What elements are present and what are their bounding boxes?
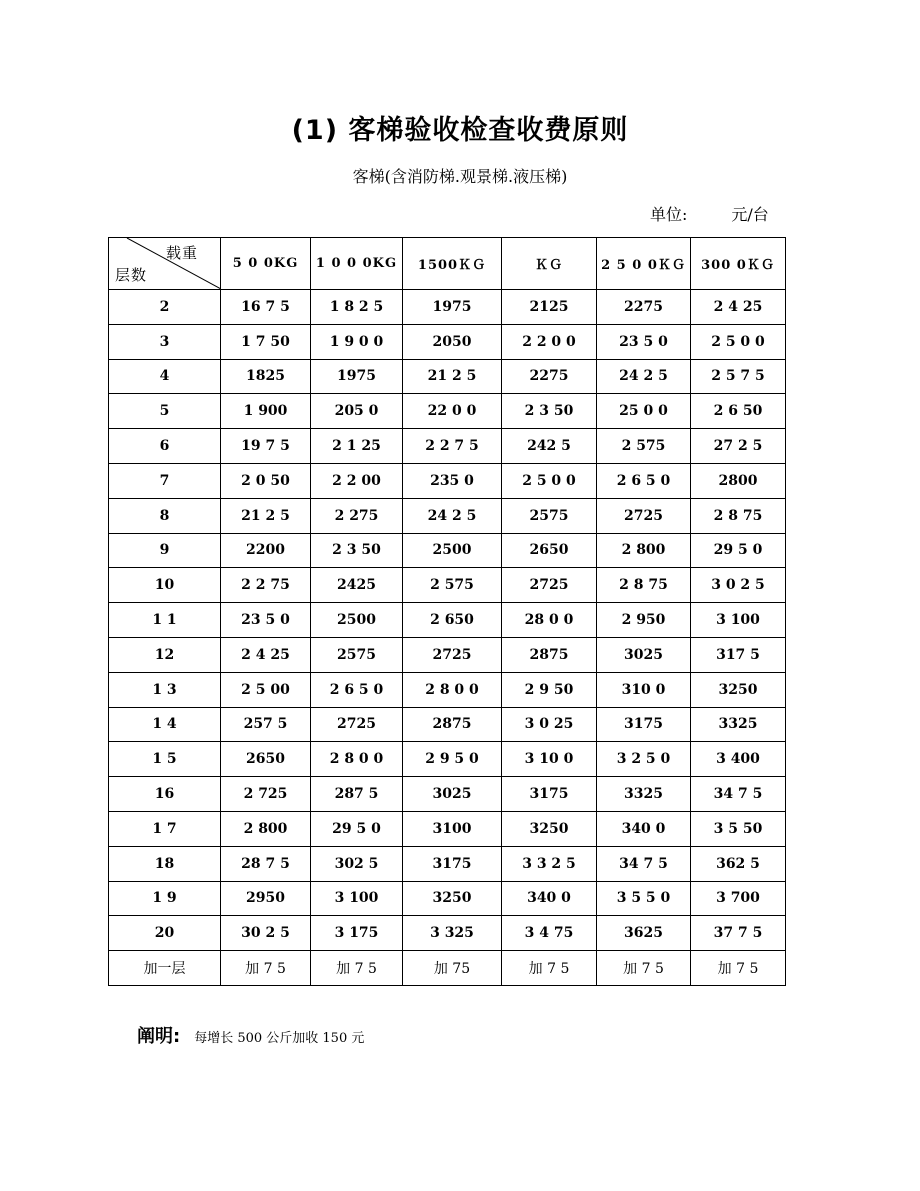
column-header: 1 0 0 0KG (311, 238, 403, 290)
floor-cell: 3 (109, 324, 221, 359)
price-cell: 加 7 5 (691, 951, 786, 986)
price-cell: 2 8 75 (597, 568, 691, 603)
column-header: 300 0ＫＧ (691, 238, 786, 290)
price-cell: 3175 (597, 707, 691, 742)
price-cell: 2 8 0 0 (403, 672, 502, 707)
price-cell: 2 0 50 (221, 463, 311, 498)
floor-cell: 7 (109, 463, 221, 498)
floor-cell: 5 (109, 394, 221, 429)
price-cell: 23 5 0 (597, 324, 691, 359)
price-cell: 242 5 (502, 429, 597, 464)
table-row (109, 394, 786, 429)
floor-cell: 1 1 (109, 603, 221, 638)
price-cell: 2425 (311, 568, 403, 603)
floor-cell: 加一层 (109, 951, 221, 986)
price-cell: 3175 (403, 846, 502, 881)
price-cell: 加 7 5 (311, 951, 403, 986)
price-cell: 16 7 5 (221, 290, 311, 325)
price-cell: 3 700 (691, 881, 786, 916)
price-cell: 1825 (221, 359, 311, 394)
price-cell: 3 175 (311, 916, 403, 951)
price-cell: 2 575 (597, 429, 691, 464)
price-cell: 2 4 25 (691, 290, 786, 325)
price-cell: 3100 (403, 811, 502, 846)
price-cell: 3025 (403, 777, 502, 812)
price-cell: 2 9 50 (502, 672, 597, 707)
price-cell: 2275 (502, 359, 597, 394)
price-cell: 2500 (403, 533, 502, 568)
table-row (109, 637, 786, 672)
price-cell: 加 7 5 (502, 951, 597, 986)
price-cell: 3 4 75 (502, 916, 597, 951)
table-row (109, 777, 786, 812)
price-cell: 2 1 25 (311, 429, 403, 464)
price-table (108, 237, 786, 986)
price-cell: 2725 (311, 707, 403, 742)
price-cell: 2 5 0 0 (691, 324, 786, 359)
price-cell: 1975 (311, 359, 403, 394)
table-row (109, 324, 786, 359)
price-cell: 205 0 (311, 394, 403, 429)
table-corner-cell (109, 238, 221, 290)
price-cell: 30 2 5 (221, 916, 311, 951)
price-cell: 2 6 50 (691, 394, 786, 429)
price-cell: 2 5 0 0 (502, 463, 597, 498)
price-cell: 24 2 5 (597, 359, 691, 394)
page-subtitle: 客梯(含消防梯.观景梯.液压梯) (352, 167, 568, 186)
price-cell: 27 2 5 (691, 429, 786, 464)
price-cell: 2 4 25 (221, 637, 311, 672)
price-cell: 22 0 0 (403, 394, 502, 429)
price-cell: 2 6 5 0 (311, 672, 403, 707)
column-header: 1500ＫＧ (403, 238, 502, 290)
corner-load-label: 载重 (165, 244, 198, 262)
price-cell: 340 0 (597, 811, 691, 846)
price-cell: 3025 (597, 637, 691, 672)
floor-cell: 12 (109, 637, 221, 672)
price-cell: 28 0 0 (502, 603, 597, 638)
price-cell: 34 7 5 (691, 777, 786, 812)
price-cell: 3 5 5 0 (597, 881, 691, 916)
price-cell: 2 3 50 (502, 394, 597, 429)
price-cell: 2 800 (221, 811, 311, 846)
table-row (109, 463, 786, 498)
price-cell: 3250 (403, 881, 502, 916)
price-cell: 29 5 0 (311, 811, 403, 846)
price-cell: 2875 (403, 707, 502, 742)
price-cell: 2575 (502, 498, 597, 533)
column-header: ＫＧ (502, 238, 597, 290)
price-cell: 1 8 2 5 (311, 290, 403, 325)
price-cell: 加 7 5 (597, 951, 691, 986)
price-cell: 2 2 7 5 (403, 429, 502, 464)
price-cell: 310 0 (597, 672, 691, 707)
price-cell: 29 5 0 (691, 533, 786, 568)
price-cell: 2650 (221, 742, 311, 777)
price-cell: 3250 (502, 811, 597, 846)
price-cell: 3 400 (691, 742, 786, 777)
price-cell: 2 275 (311, 498, 403, 533)
price-cell: 加 7 5 (221, 951, 311, 986)
price-cell: 2950 (221, 881, 311, 916)
price-cell: 2275 (597, 290, 691, 325)
corner-floor-label: 层数 (115, 266, 148, 284)
price-cell: 2050 (403, 324, 502, 359)
table-row-extra-floor (109, 951, 786, 986)
note-label: 阐明: (137, 1026, 181, 1047)
price-cell: 3325 (597, 777, 691, 812)
price-cell: 2650 (502, 533, 597, 568)
price-cell: 3 3 2 5 (502, 846, 597, 881)
price-cell: 2 5 7 5 (691, 359, 786, 394)
price-cell: 3 10 0 (502, 742, 597, 777)
floor-cell: 1 9 (109, 881, 221, 916)
price-cell: 3 100 (691, 603, 786, 638)
price-cell: 2575 (311, 637, 403, 672)
price-cell: 34 7 5 (597, 846, 691, 881)
price-cell: 3625 (597, 916, 691, 951)
unit-value: 元/台 (731, 205, 769, 224)
price-cell: 2 6 5 0 (597, 463, 691, 498)
note-text: 每增长 500 公斤加收 150 元 (194, 1031, 365, 1046)
floor-cell: 1 5 (109, 742, 221, 777)
price-cell: 2500 (311, 603, 403, 638)
price-cell: 2 3 50 (311, 533, 403, 568)
price-cell: 37 7 5 (691, 916, 786, 951)
unit-line (650, 202, 769, 225)
column-header: 5 0 0KG (221, 238, 311, 290)
price-cell: 1 7 50 (221, 324, 311, 359)
price-cell: 2 8 0 0 (311, 742, 403, 777)
price-cell: 2 2 00 (311, 463, 403, 498)
table-row (109, 498, 786, 533)
price-cell: 2875 (502, 637, 597, 672)
price-cell: 2 9 5 0 (403, 742, 502, 777)
table-row (109, 707, 786, 742)
price-cell: 24 2 5 (403, 498, 502, 533)
floor-cell: 16 (109, 777, 221, 812)
table-row (109, 533, 786, 568)
price-cell: 317 5 (691, 637, 786, 672)
table-row (109, 603, 786, 638)
price-cell: 2 8 75 (691, 498, 786, 533)
floor-cell: 6 (109, 429, 221, 464)
price-cell: 1975 (403, 290, 502, 325)
floor-cell: 4 (109, 359, 221, 394)
unit-label: 单位: (650, 205, 688, 224)
floor-cell: 10 (109, 568, 221, 603)
price-cell: 287 5 (311, 777, 403, 812)
price-cell: 23 5 0 (221, 603, 311, 638)
price-cell: 3 5 50 (691, 811, 786, 846)
floor-cell: 2 (109, 290, 221, 325)
price-cell: 2125 (502, 290, 597, 325)
price-cell: 2800 (691, 463, 786, 498)
price-cell: 2 2 75 (221, 568, 311, 603)
price-cell: 1 900 (221, 394, 311, 429)
price-cell: 3250 (691, 672, 786, 707)
price-cell: 302 5 (311, 846, 403, 881)
price-cell: 3 325 (403, 916, 502, 951)
price-cell: 2 575 (403, 568, 502, 603)
table-row (109, 359, 786, 394)
floor-cell: 1 3 (109, 672, 221, 707)
price-cell: 2200 (221, 533, 311, 568)
floor-cell: 9 (109, 533, 221, 568)
price-cell: 3 0 25 (502, 707, 597, 742)
price-cell: 2 725 (221, 777, 311, 812)
page-title: (1) 客梯验收检查收费原则 (291, 115, 629, 146)
price-cell: 2 800 (597, 533, 691, 568)
floor-cell: 8 (109, 498, 221, 533)
price-cell: 3 0 2 5 (691, 568, 786, 603)
price-cell: 3175 (502, 777, 597, 812)
table-row (109, 881, 786, 916)
price-cell: 257 5 (221, 707, 311, 742)
price-cell: 235 0 (403, 463, 502, 498)
price-cell: 362 5 (691, 846, 786, 881)
price-cell: 加 75 (403, 951, 502, 986)
price-cell: 2 2 0 0 (502, 324, 597, 359)
price-cell: 2725 (403, 637, 502, 672)
price-cell: 3325 (691, 707, 786, 742)
table-row (109, 916, 786, 951)
table-row (109, 290, 786, 325)
note (137, 1022, 364, 1048)
table-row (109, 672, 786, 707)
price-cell: 3 100 (311, 881, 403, 916)
floor-cell: 1 7 (109, 811, 221, 846)
table-row (109, 568, 786, 603)
price-cell: 19 7 5 (221, 429, 311, 464)
floor-cell: 1 4 (109, 707, 221, 742)
price-cell: 2725 (597, 498, 691, 533)
price-cell: 2 950 (597, 603, 691, 638)
price-cell: 25 0 0 (597, 394, 691, 429)
price-cell: 21 2 5 (221, 498, 311, 533)
floor-cell: 18 (109, 846, 221, 881)
price-cell: 3 2 5 0 (597, 742, 691, 777)
price-cell: 2725 (502, 568, 597, 603)
price-cell: 21 2 5 (403, 359, 502, 394)
price-cell: 2 650 (403, 603, 502, 638)
price-cell: 1 9 0 0 (311, 324, 403, 359)
table-row (109, 811, 786, 846)
table-row (109, 846, 786, 881)
price-cell: 340 0 (502, 881, 597, 916)
column-header: 2 5 0 0ＫＧ (597, 238, 691, 290)
price-cell: 28 7 5 (221, 846, 311, 881)
floor-cell: 20 (109, 916, 221, 951)
table-row (109, 742, 786, 777)
price-cell: 2 5 00 (221, 672, 311, 707)
table-row (109, 429, 786, 464)
table-header-row (109, 238, 786, 290)
